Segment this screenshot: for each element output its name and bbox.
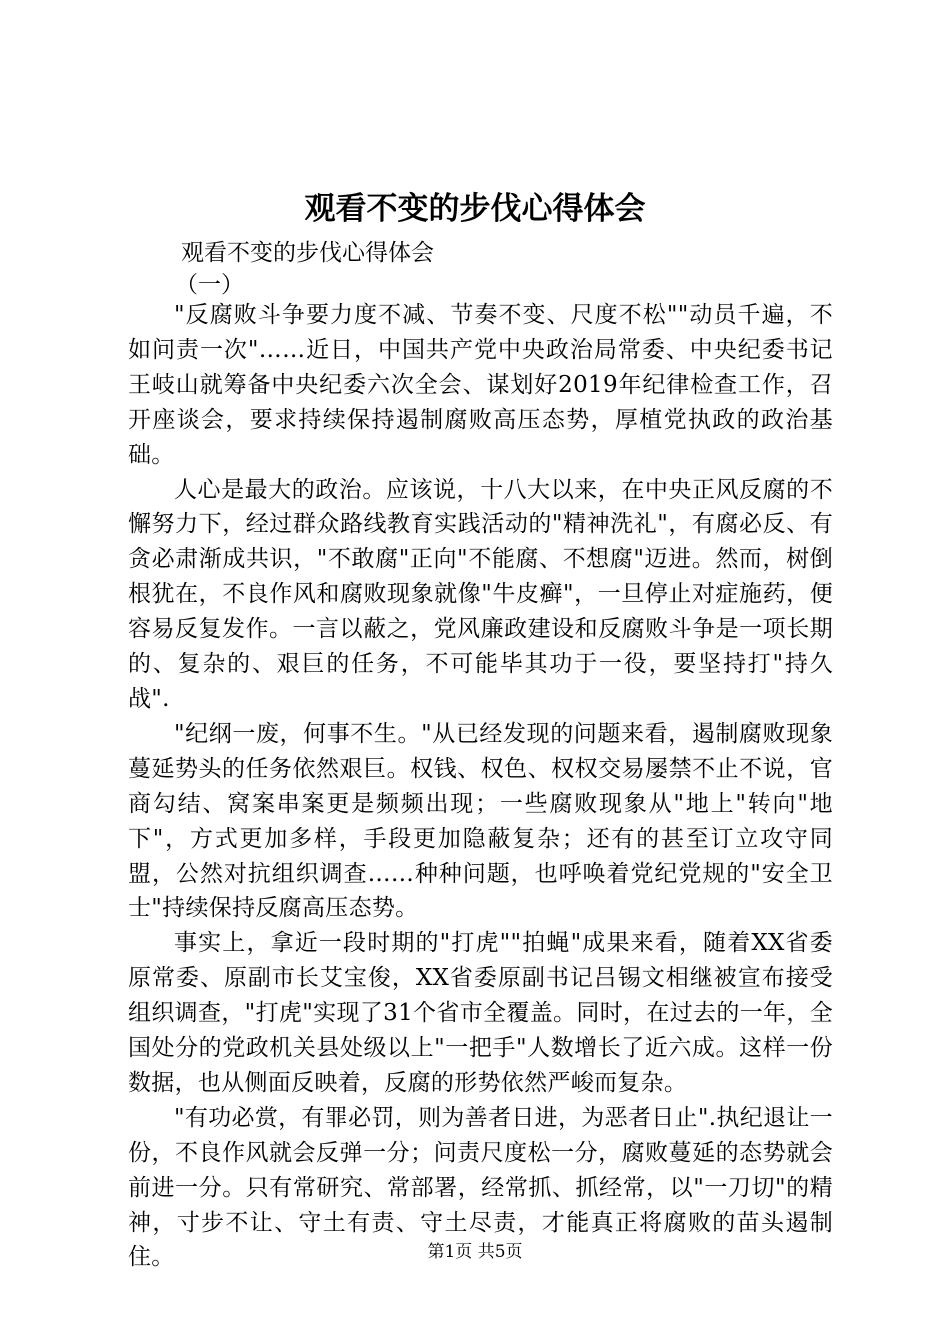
paragraph: "有功必赏，有罪必罚，则为善者日进，为恶者日止".执纪退让一份，不良作风就会反弹一分；问责尺度松一分，腐败蔓延的态势就会前进一分。只有常研究、常部署，经常抓、抓经常，以"一刀切"的精神，寸步不让、守土有责、守土尽责，才能真正将腐败的苗头遏制住。 [128, 1104, 833, 1271]
document-subtitle: 观看不变的步伐心得体会 [181, 240, 434, 266]
page-number-footer: 第1页 共5页 [427, 1242, 523, 1262]
paragraph: "纪纲一废，何事不生。"从已经发现的问题来看，遏制腐败现象蔓延势头的任务依然艰巨。权钱、权色、权权交易屡禁不止不说，官商勾结、窝案串案更是频频出现；一些腐败现象从"地上"转向"地下"，方式更加多样，手段更加隐蔽复杂；还有的甚至订立攻守同盟，公然对抗组织调查……种种问题，也呼唤着党纪党规的"安全卫士"持续保持反腐高压态势。 [128, 720, 833, 922]
section-number: （一） [175, 272, 244, 298]
paragraph: 人心是最大的政治。应该说，十八大以来，在中央正风反腐的不懈努力下，经过群众路线教育实践活动的"精神洗礼"，有腐必反、有贪必肃渐成共识，"不敢腐"正向"不能腐、不想腐"迈进。然而，树倒根犹在，不良作风和腐败现象就像"牛皮癣"，一旦停止对症施药，便容易反复发作。一言以蔽之，党风廉政建设和反腐败斗争是一项长期的、复杂的、艰巨的任务，不可能毕其功于一役，要坚持打"持久战". [128, 476, 833, 712]
document-title: 观看不变的步伐心得体会 [304, 191, 646, 227]
paragraph: "反腐败斗争要力度不减、节奏不变、尺度不松""动员千遍，不如问责一次"……近日，中国共产党中央政治局常委、中央纪委书记王岐山就筹备中央纪委六次全会、谋划好2019年纪律检查工作，召开座谈会，要求持续保持遏制腐败高压态势，厚植党执政的政治基础。 [128, 302, 833, 468]
document-body [128, 298, 833, 1275]
paragraph: 事实上，拿近一段时期的"打虎""拍蝇"成果来看，随着XX省委原常委、原副市长艾宝俊，XX省委原副书记吕锡文相继被宣布接受组织调查，"打虎"实现了31个省市全覆盖。同时，在过去的一年，全国处分的党政机关县处级以上"一把手"人数增长了近六成。这样一份数据，也从侧面反映着，反腐的形势依然严峻而复杂。 [128, 930, 833, 1096]
